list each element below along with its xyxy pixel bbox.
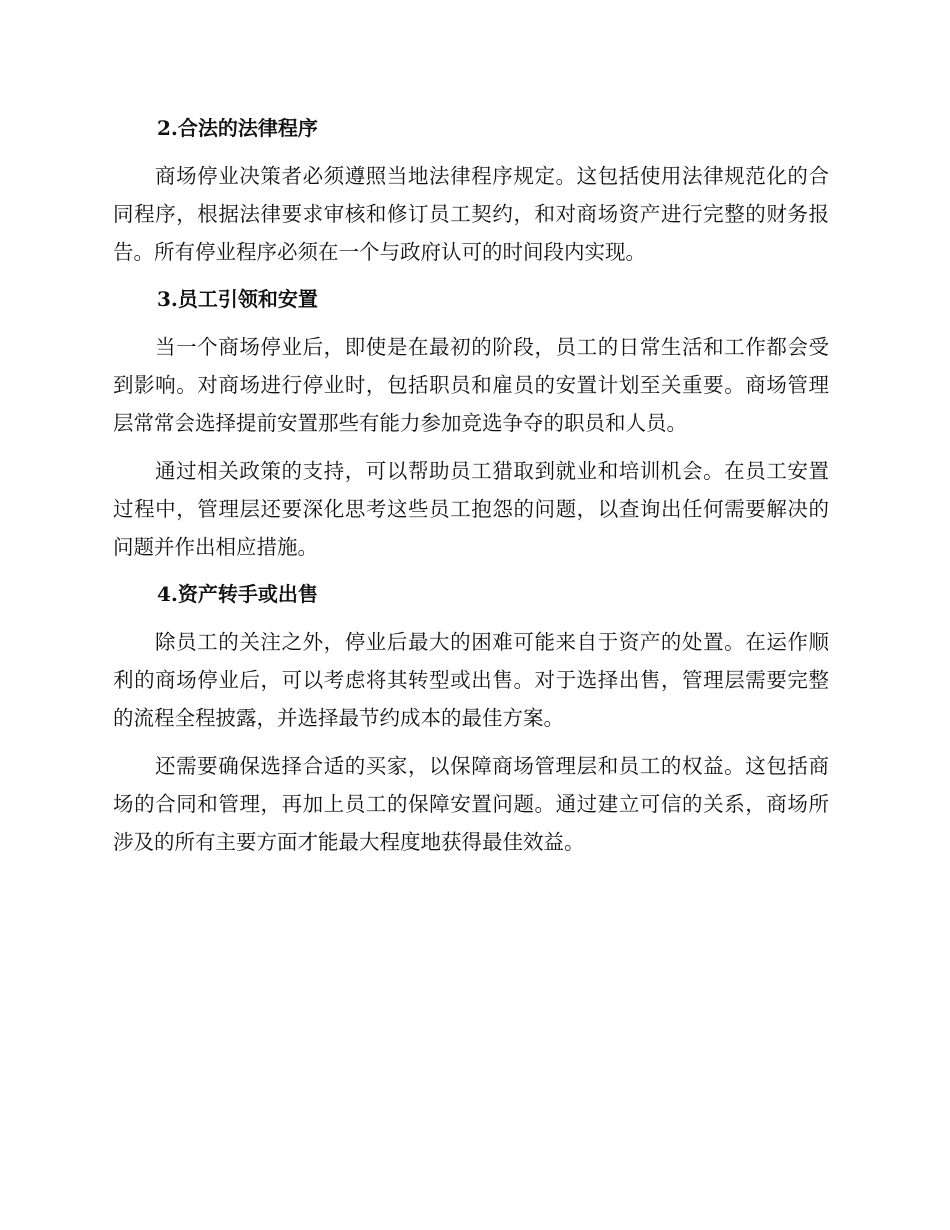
section-heading-staff-placement: 3.员工引领和安置 — [157, 287, 318, 311]
paragraph: 当一个商场停业后，即使是在最初的阶段，员工的日常生活和工作都会受到影响。对商场进行停业时，包括职员和雇员的安置计划至关重要。商场管理层常常会选择提前安置那些有能力参加竞选争夺的职员和人员。 — [113, 335, 829, 435]
paragraph: 商场停业决策者必须遵照当地法律程序规定。这包括使用法律规范化的合同程序，根据法律要求审核和修订员工契约，和对商场资产进行完整的财务报告。所有停业程序必须在一个与政府认可的时间段内实现。 — [113, 164, 829, 264]
paragraph: 通过相关政策的支持，可以帮助员工猎取到就业和培训机会。在员工安置过程中，管理层还要深化思考这些员工抱怨的问题，以查询出任何需要解决的问题并作出相应措施。 — [113, 459, 829, 559]
paragraph: 还需要确保选择合适的买家，以保障商场管理层和员工的权益。这包括商场的合同和管理，再加上员工的保障安置问题。通过建立可信的关系，商场所涉及的所有主要方面才能最大程度地获得最佳效益。 — [113, 754, 829, 854]
paragraph: 除员工的关注之外，停业后最大的困难可能来自于资产的处置。在运作顺利的商场停业后，可以考虑将其转型或出售。对于选择出售，管理层需要完整的流程全程披露，并选择最节约成本的最佳方案。 — [113, 630, 829, 730]
section-heading-asset-transfer: 4.资产转手或出售 — [157, 582, 318, 606]
document-body — [113, 110, 829, 871]
section-heading-legal-procedure: 2.合法的法律程序 — [157, 116, 318, 140]
